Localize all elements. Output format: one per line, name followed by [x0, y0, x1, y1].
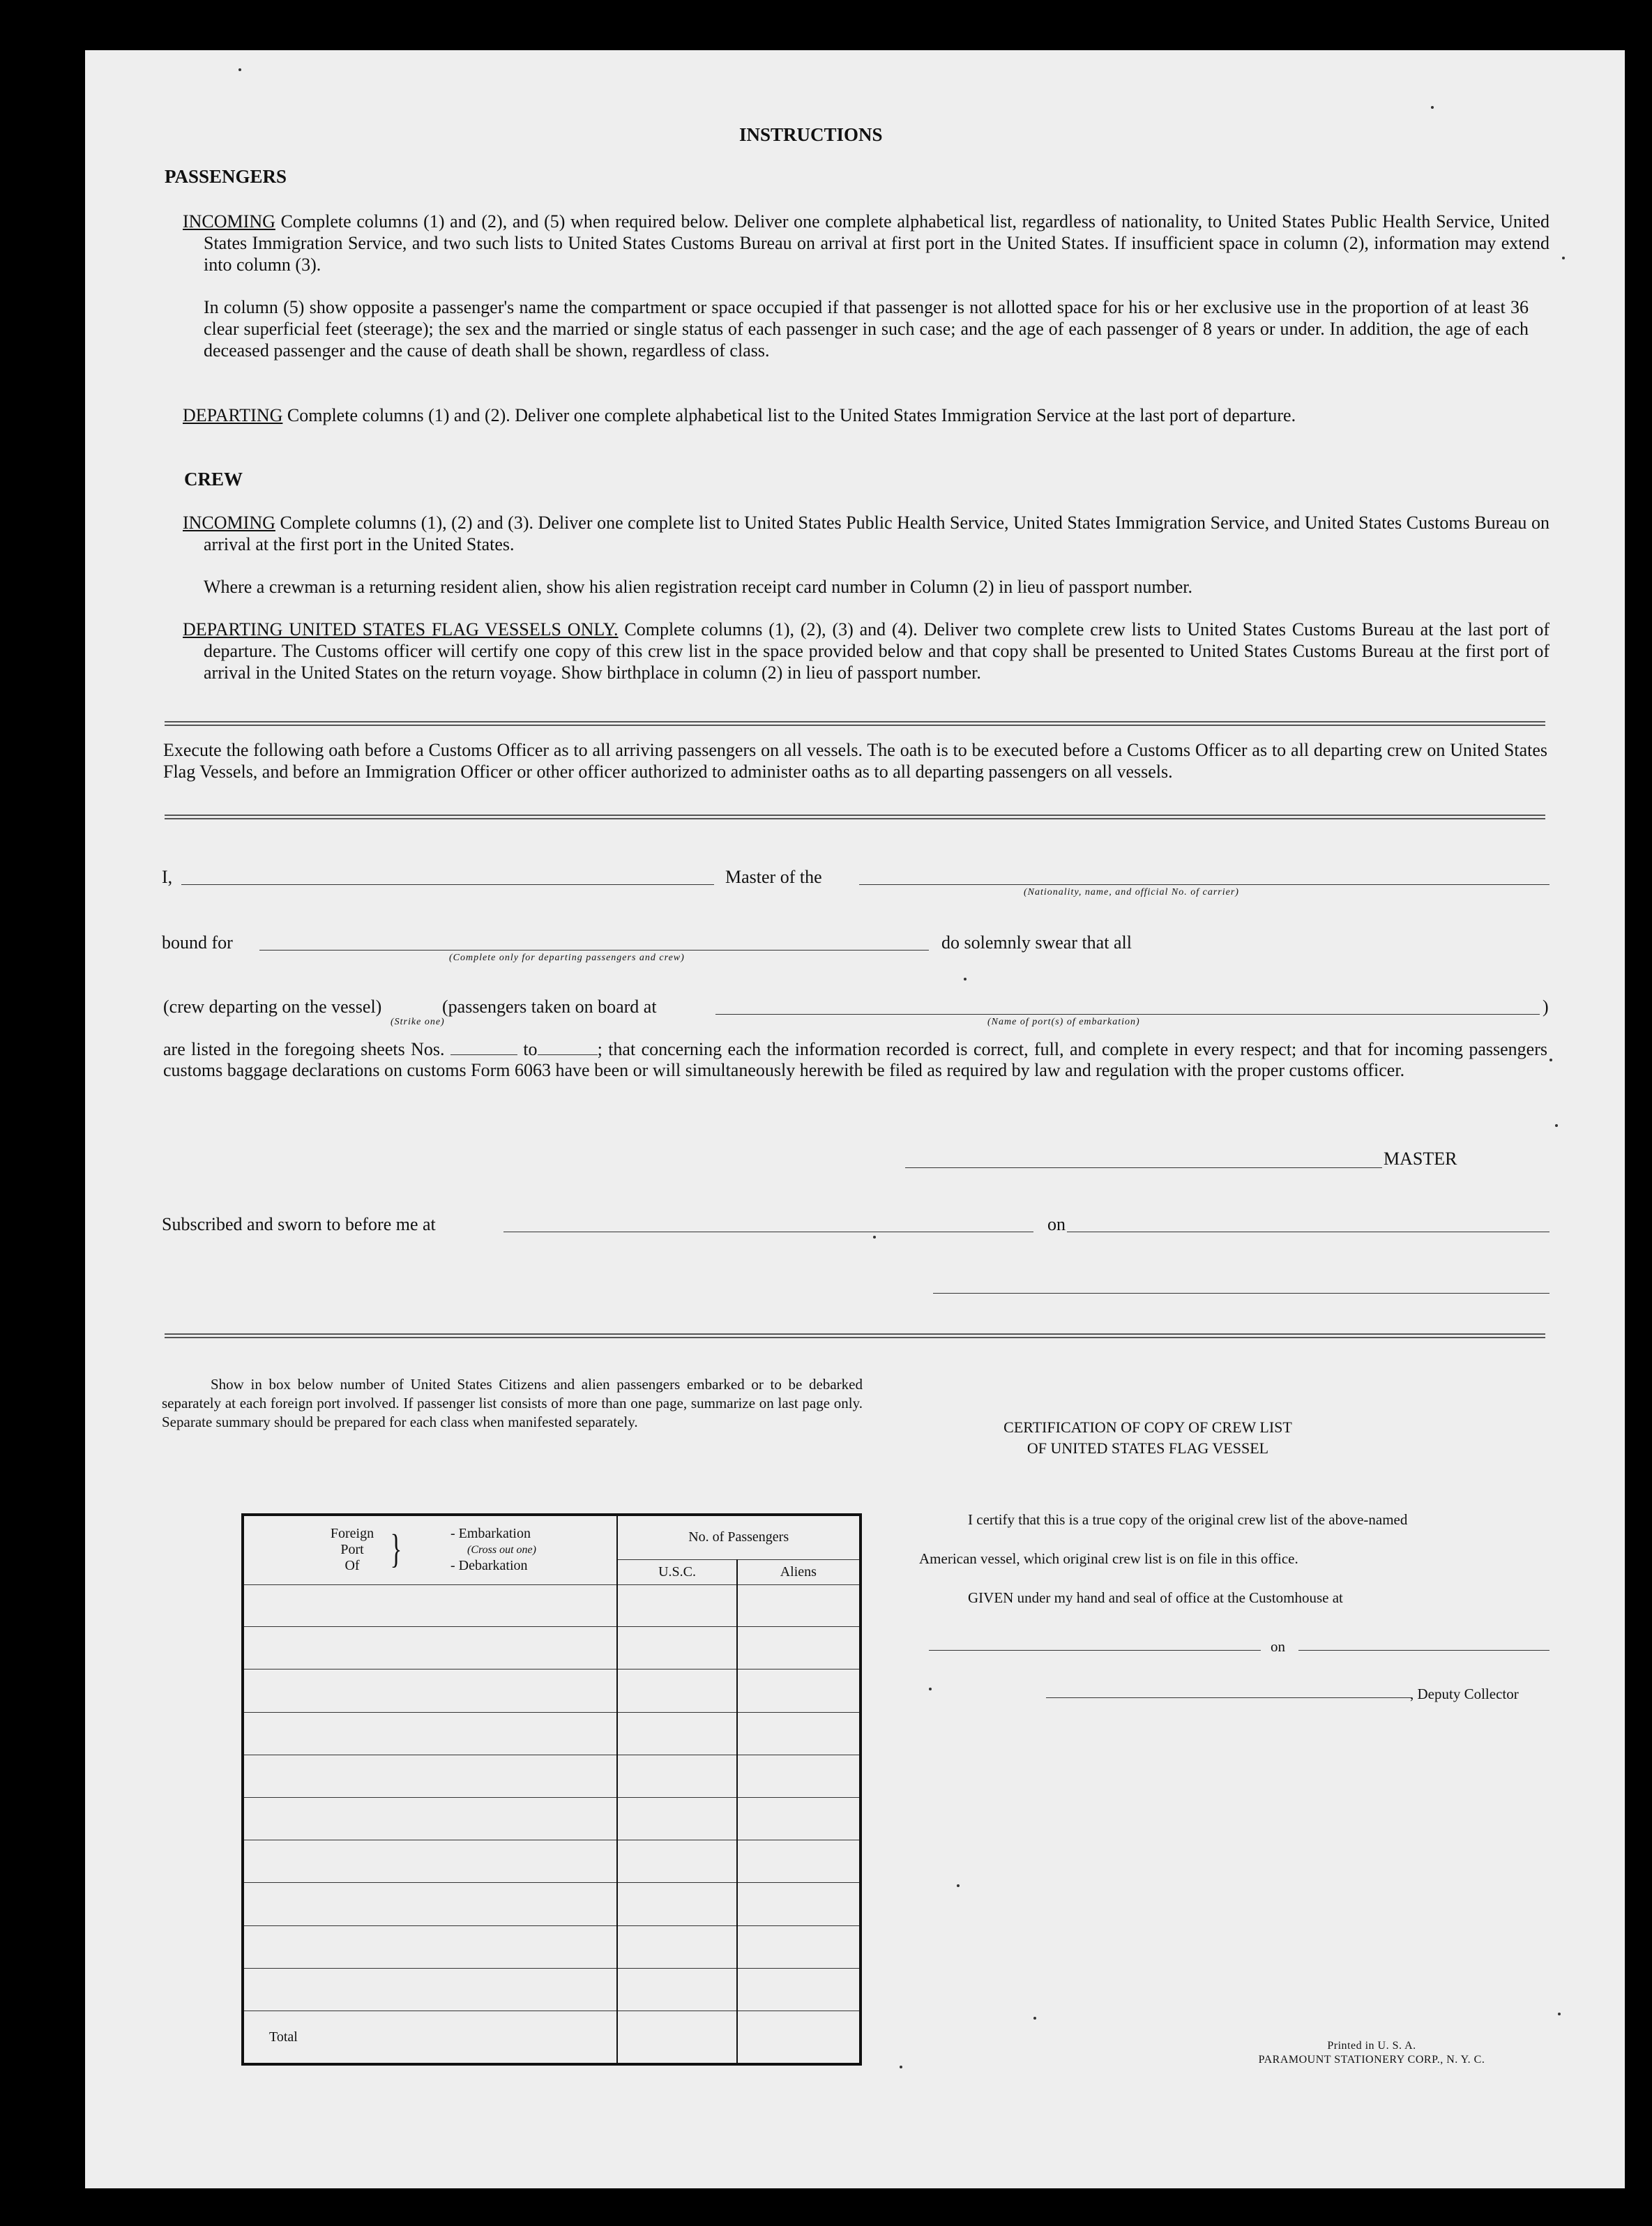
usc-cell[interactable]: [617, 1968, 736, 2011]
passengers-departing-label: DEPARTING: [183, 405, 283, 425]
aliens-cell[interactable]: [737, 1883, 861, 1925]
usc-cell[interactable]: [617, 1840, 736, 1883]
form-page: [85, 50, 1625, 2188]
foreign-port-header: [243, 1515, 617, 1584]
passengers-heading: PASSENGERS: [165, 166, 287, 187]
usc-cell[interactable]: [617, 1712, 736, 1755]
no-passengers-header: No. of Passengers: [617, 1515, 861, 1559]
port-cell[interactable]: [243, 1968, 617, 2011]
certify-line-1: I certify that this is a true copy of the original crew list of the above-named: [968, 1511, 1408, 1528]
sheet-from-field[interactable]: [450, 1040, 517, 1055]
oath-i-label: I,: [162, 867, 173, 887]
foreign-label: Foreign: [330, 1526, 374, 1541]
aliens-cell[interactable]: [737, 1712, 861, 1755]
bound-for-label: bound for: [162, 932, 233, 953]
deputy-collector-label: , Deputy Collector: [1410, 1686, 1519, 1702]
passenger-summary-table: [241, 1513, 862, 2066]
port-cell[interactable]: [243, 1627, 617, 1669]
aliens-cell[interactable]: [737, 1968, 861, 2011]
aliens-cell[interactable]: [737, 1797, 861, 1840]
aliens-cell[interactable]: [737, 1669, 861, 1712]
crew-departing-label: DEPARTING UNITED STATES FLAG VESSELS ONLY.: [183, 619, 619, 639]
crew-incoming-paragraph: [183, 512, 1549, 555]
scan-speck: [1562, 257, 1565, 259]
oath-statement-rest: ; that concerning each the information recorded is correct, full, and complete in every respect; and that for incoming passengers customs baggage declarations on customs Form 6063 have been or will simultaneously herewith be filed as required by law and regulation with the proper customs officer.: [163, 1039, 1547, 1080]
usc-cell[interactable]: [617, 1925, 736, 1968]
printer-name: PARAMOUNT STATIONERY CORP., N. Y. C.: [1258, 2054, 1485, 2066]
swear-text: do solemnly swear that all: [941, 932, 1132, 953]
master-name-line[interactable]: [181, 884, 714, 885]
scan-speck: [957, 1884, 960, 1887]
brace-glyph: }: [390, 1526, 402, 1571]
oath-statement: [163, 1039, 1547, 1081]
port-cell[interactable]: [243, 1669, 617, 1712]
close-paren: ): [1543, 997, 1549, 1017]
port-cell[interactable]: [243, 1883, 617, 1925]
strike-one-caption: (Strike one): [391, 1017, 445, 1027]
usc-cell[interactable]: [617, 1584, 736, 1626]
embark-debark-options: [450, 1526, 536, 1574]
port-label: Port: [340, 1542, 364, 1557]
printed-in-usa: Printed in U. S. A.: [1327, 2040, 1416, 2052]
certification-title-line-2: OF UNITED STATES FLAG VESSEL: [1026, 1439, 1269, 1457]
customhouse-place-line[interactable]: [929, 1650, 1261, 1651]
of-label: Of: [344, 1558, 360, 1573]
certification-title: [967, 1417, 1329, 1459]
usc-cell[interactable]: [617, 1627, 736, 1669]
scan-speck: [1033, 2017, 1036, 2020]
foreign-port-of-label: [322, 1526, 382, 1574]
scan-speck: [1558, 2013, 1561, 2015]
aliens-cell[interactable]: [737, 1584, 861, 1626]
embarkation-ports-caption: (Name of port(s) of embarkation): [987, 1017, 1140, 1027]
deputy-collector-signature-line[interactable]: [1046, 1697, 1411, 1698]
crew-departing-option[interactable]: (crew departing on the vessel): [163, 997, 382, 1017]
section-divider: [165, 1333, 1545, 1338]
embarkation-ports-line[interactable]: [715, 1014, 1540, 1015]
bound-for-caption: (Complete only for departing passengers and crew): [449, 953, 685, 963]
scan-speck: [238, 68, 241, 71]
carrier-line[interactable]: [859, 884, 1549, 885]
usc-cell[interactable]: [617, 1669, 736, 1712]
scan-speck: [873, 1236, 876, 1239]
port-cell[interactable]: [243, 1797, 617, 1840]
crew-incoming-label: INCOMING: [183, 513, 275, 533]
master-signature-line[interactable]: [905, 1167, 1382, 1168]
port-cell[interactable]: [243, 1755, 617, 1797]
master-of-the-label: Master of the: [725, 867, 822, 887]
passengers-column5-paragraph: In column (5) show opposite a passenger's name the compartment or space occupied if that passenger is not allotted space for his or her exclusive use in the proportion of at least 36 clear superficial feet (steerage); the sex and the married or single status of each passenger in such case; and the age of each passenger of 8 years or under. In addition, the age of each deceased passenger and the cause of death shall be shown, regardless of class.: [204, 297, 1529, 361]
passengers-incoming-text: Complete columns (1) and (2), and (5) when required below. Deliver one complete alphabetical list, regardless of nationality, to United States Public Health Service, United States Immigration Service, and two such lists to United States Customs Bureau on arrival at first port in the United States. If insufficient space in column (2), information may extend into column (3).: [204, 211, 1549, 275]
certification-date-line[interactable]: [1298, 1650, 1549, 1651]
passengers-taken-option[interactable]: (passengers taken on board at: [442, 997, 657, 1017]
scan-speck: [900, 2066, 902, 2068]
certification-on-label: on: [1271, 1638, 1285, 1655]
usc-total-cell[interactable]: [617, 2011, 736, 2064]
certify-line-2: American vessel, which original crew list is on file in this office.: [919, 1550, 1298, 1567]
officer-signature-line[interactable]: [933, 1293, 1549, 1294]
port-cell[interactable]: [243, 1925, 617, 1968]
sheet-to-field[interactable]: [538, 1040, 598, 1055]
aliens-total-cell[interactable]: [737, 2011, 861, 2064]
total-label: Total: [243, 2011, 617, 2064]
aliens-cell[interactable]: [737, 1755, 861, 1797]
certify-line-3: GIVEN under my hand and seal of office at the Customhouse at: [968, 1589, 1343, 1606]
passengers-departing-text: Complete columns (1) and (2). Deliver one complete alphabetical list to the United States Immigration Service at the last port of departure.: [282, 405, 1296, 425]
passengers-departing-paragraph: [183, 404, 1549, 426]
master-label: MASTER: [1384, 1149, 1457, 1169]
section-divider: [165, 721, 1545, 726]
crew-departing-paragraph: [183, 619, 1549, 683]
sheets-label: are listed in the foregoing sheets Nos.: [163, 1039, 445, 1059]
oath-instructions: Execute the following oath before a Customs Officer as to all arriving passengers on all vessels. The oath is to be executed before a Customs Officer as to all departing crew on United States Flag Vessels, and before an Immigration Officer or other officer authorized to administer oaths as to all departing passengers on all vessels.: [163, 740, 1547, 782]
crew-heading: CREW: [184, 469, 243, 490]
embarkation-option[interactable]: - Embarkation: [450, 1526, 531, 1541]
sworn-on-label: on: [1047, 1214, 1066, 1234]
aliens-cell[interactable]: [737, 1840, 861, 1883]
debarkation-option[interactable]: - Debarkation: [450, 1558, 528, 1573]
port-cell[interactable]: [243, 1584, 617, 1626]
summary-instructions: Show in box below number of United States Citizens and alien passengers embarked or to be debarked separately at each foreign port involved. If passenger list consists of more than one page, summarize on last page only. Separate summary should be prepared for each class when manifested separately.: [162, 1376, 863, 1430]
aliens-header: Aliens: [737, 1559, 861, 1584]
cross-out-note: (Cross out one): [467, 1544, 536, 1556]
carrier-caption: (Nationality, name, and official No. of carrier): [1024, 887, 1239, 898]
usc-cell[interactable]: [617, 1755, 736, 1797]
certification-title-line-1: CERTIFICATION OF COPY OF CREW LIST: [1003, 1418, 1292, 1436]
aliens-cell[interactable]: [737, 1627, 861, 1669]
usc-cell[interactable]: [617, 1797, 736, 1840]
crew-incoming-text: Complete columns (1), (2) and (3). Deliver one complete list to United States Public Health Service, United States Immigration Service, and United States Customs Bureau on arrival at the first port in the United States.: [204, 513, 1549, 554]
crew-departing-text: Complete columns (1), (2), (3) and (4). Deliver two complete crew lists to United States Customs Bureau at the last port of departure. The Customs officer will certify one copy of this crew list in the space provided below and that copy shall be presented to United States Customs Bureau at the first port of arrival in the United States on the return voyage. Show birthplace in column (2) in lieu of passport number.: [204, 619, 1549, 683]
usc-cell[interactable]: [617, 1883, 736, 1925]
port-cell[interactable]: [243, 1712, 617, 1755]
printer-imprint: [1236, 2039, 1508, 2067]
passengers-incoming-label: INCOMING: [183, 211, 275, 232]
scan-speck: [929, 1688, 932, 1690]
page-title: INSTRUCTIONS: [739, 124, 883, 145]
sheets-to-label: to: [523, 1039, 538, 1059]
scan-speck: [1549, 1059, 1552, 1061]
crew-resident-alien-note: Where a crewman is a returning resident alien, show his alien registration receipt card number in Column (2) in lieu of passport number.: [204, 577, 1193, 597]
passengers-incoming-paragraph: [183, 211, 1549, 275]
subscribed-label: Subscribed and sworn to before me at: [162, 1214, 436, 1234]
scan-speck: [1431, 106, 1434, 109]
port-cell[interactable]: [243, 1840, 617, 1883]
aliens-cell[interactable]: [737, 1925, 861, 1968]
bound-for-line[interactable]: [259, 950, 929, 951]
scan-speck: [964, 978, 967, 980]
usc-header: U.S.C.: [617, 1559, 736, 1584]
section-divider: [165, 815, 1545, 819]
scan-speck: [1555, 1124, 1558, 1127]
